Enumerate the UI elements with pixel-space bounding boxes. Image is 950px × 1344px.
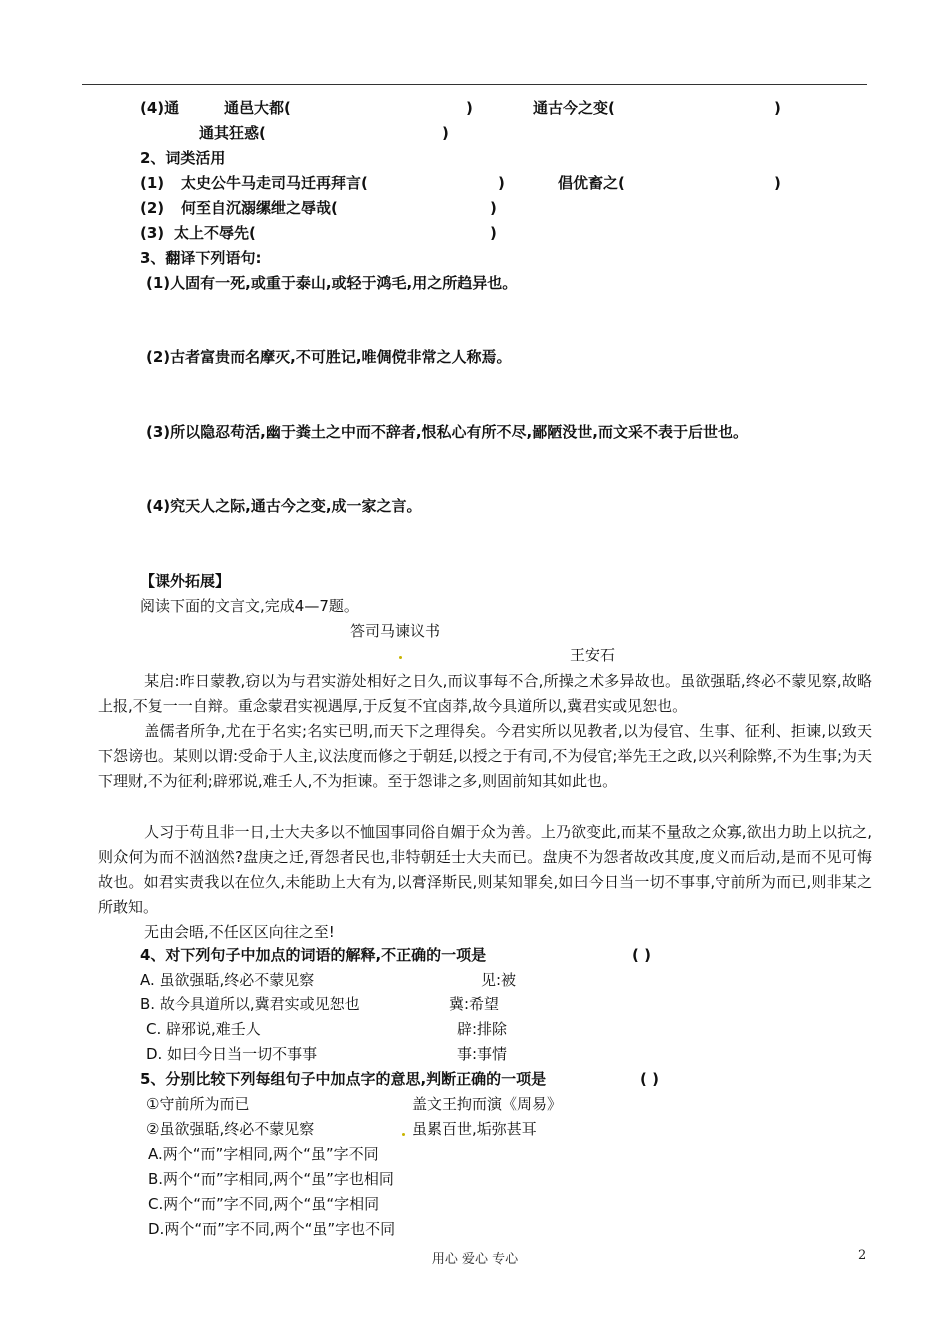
q5-pair1-b: 盖文王拘而演《周易》 xyxy=(412,1095,563,1113)
s2-i3-num: (3) xyxy=(140,224,165,242)
s3-item-3: (3)所以隐忍苟活,幽于粪土之中而不辞者,恨私心有所不尽,鄙陋没世,而文采不表于后世也。 xyxy=(146,423,748,441)
q4-option-a-gloss: 见:被 xyxy=(481,971,517,989)
s1-label: (4)通 xyxy=(140,99,180,117)
essay-title: 答司马谏议书 xyxy=(350,622,441,640)
q5-pair2-a: ②虽欲强聒,终必不蒙见察 xyxy=(146,1120,315,1138)
q4-option-c-gloss: 辟:排除 xyxy=(457,1020,508,1038)
s2-i3-text: 太上不辱先( xyxy=(174,224,256,242)
q5-option-a: A.两个“而”字相同,两个“虽”字不同 xyxy=(148,1145,379,1163)
q4-option-d: D. 如曰今日当一切不事事 xyxy=(146,1045,318,1063)
s3-item-4: (4)究天人之际,通古今之变,成一家之言。 xyxy=(146,497,422,515)
q4-option-a: A. 虽欲强聒,终必不蒙见察 xyxy=(140,971,315,989)
stray-dot-mark xyxy=(402,1133,405,1136)
q5-option-d: D.两个“而”字不同,两个“虽”字也不同 xyxy=(148,1220,396,1238)
q4-option-c: C. 辟邪说,难壬人 xyxy=(146,1020,261,1038)
q5-option-c: C.两个“而”字不同,两个“虽“字相同 xyxy=(148,1195,380,1213)
stray-dot-mark xyxy=(399,656,402,659)
s2-heading: 2、词类活用 xyxy=(140,149,226,167)
s2-i2-num: (2) xyxy=(140,199,165,217)
s1-item-a-close: ) xyxy=(466,99,473,117)
s2-i2-close: ) xyxy=(490,199,497,217)
q4-answer-paren: ( ) xyxy=(632,946,651,964)
q5-pair1-a: ①守前所为而已 xyxy=(146,1095,250,1113)
s1-item-c: 通其狂惑( xyxy=(199,124,266,142)
s1-item-a: 通邑大都( xyxy=(224,99,291,117)
s2-i2-text: 何至自沉溺缧绁之辱哉( xyxy=(181,199,338,217)
q5-stem: 5、分别比较下列每组句子中加点字的意思,判断正确的一项是 xyxy=(140,1070,547,1088)
s3-item-1: (1)人固有一死,或重于泰山,或轻于鸿毛,用之所趋异也。 xyxy=(146,274,518,292)
s2-i1b-close: ) xyxy=(774,174,781,192)
q5-pair2-b: 虽累百世,垢弥甚耳 xyxy=(412,1120,537,1138)
s3-heading: 3、翻译下列语句: xyxy=(140,249,262,267)
q5-option-b: B.两个“而”字相同,两个“虽”字也相同 xyxy=(148,1170,394,1188)
essay-paragraph-3: 人习于苟且非一日,士大夫多以不恤国事同俗自媚于众为善。上乃欲变此,而某不量敌之众寡,欲出力助上以抗之,则众何为而不汹汹然?盘庚之迁,胥怨者民也,非特朝廷士大夫而已。盘庚不为怨者故改其度,度义而后动,是而不见可悔故也。如君实责我以在位久,未能助上大有为,以膏泽斯民,则某知罪矣,如曰今日当一切不事事,守前所为而已,则非某之所敢知。 xyxy=(98,823,872,916)
s2-i3-close: ) xyxy=(490,224,497,242)
s2-i1-num: (1) xyxy=(140,174,165,192)
essay-paragraph-2: 盖儒者所争,尤在于名实;名实已明,而天下之理得矣。今君实所以见教者,以为侵官、生事、征利、拒谏,以致天下怨谤也。某则以谓:受命于人主,议法度而修之于朝廷,以授之于有司,不为侵官;举先王之政,以兴利除弊,不为生事;为天下理财,不为征利;辟邪说,难壬人,不为拒谏。至于怨诽之多,则固前知其如此也。 xyxy=(98,722,873,790)
ext-instruction: 阅读下面的文言文,完成4—7题。 xyxy=(140,597,359,615)
essay-paragraph-1: 某启:昨日蒙教,窃以为与君实游处相好之日久,而议事每不合,所操之术多异故也。虽欲强聒,终必不蒙见察,故略上报,不复一一自辩。重念蒙君实视遇厚,于反复不宜卤莽,故今具道所以,冀君实或见恕也。 xyxy=(98,672,872,715)
s2-i1-text: 太史公牛马走司马迁再拜言( xyxy=(181,174,368,192)
s2-i1-close: ) xyxy=(498,174,505,192)
essay-author: 王安石 xyxy=(570,646,616,664)
q4-option-d-gloss: 事:事情 xyxy=(457,1045,508,1063)
q4-option-b: B. 故今具道所以,冀君实或见恕也 xyxy=(140,995,360,1013)
page-number: 2 xyxy=(858,1248,867,1263)
ext-heading: 【课外拓展】 xyxy=(140,572,231,590)
essay-paragraph-4: 无由会晤,不任区区向往之至! xyxy=(144,923,335,941)
q4-stem: 4、对下列句子中加点的词语的解释,不正确的一项是 xyxy=(140,946,487,964)
s3-item-2: (2)古者富贵而名摩灭,不可胜记,唯倜傥非常之人称焉。 xyxy=(146,348,512,366)
s2-i1b-text: 倡优畜之( xyxy=(558,174,625,192)
s1-item-c-close: ) xyxy=(442,124,449,142)
s1-item-b: 通古今之变( xyxy=(533,99,615,117)
footer-motto: 用心 爱心 专心 xyxy=(431,1252,519,1267)
q4-option-b-gloss: 冀:希望 xyxy=(449,995,500,1013)
s1-item-b-close: ) xyxy=(774,99,781,117)
header-rule xyxy=(82,84,867,85)
q5-answer-paren: ( ) xyxy=(640,1070,659,1088)
